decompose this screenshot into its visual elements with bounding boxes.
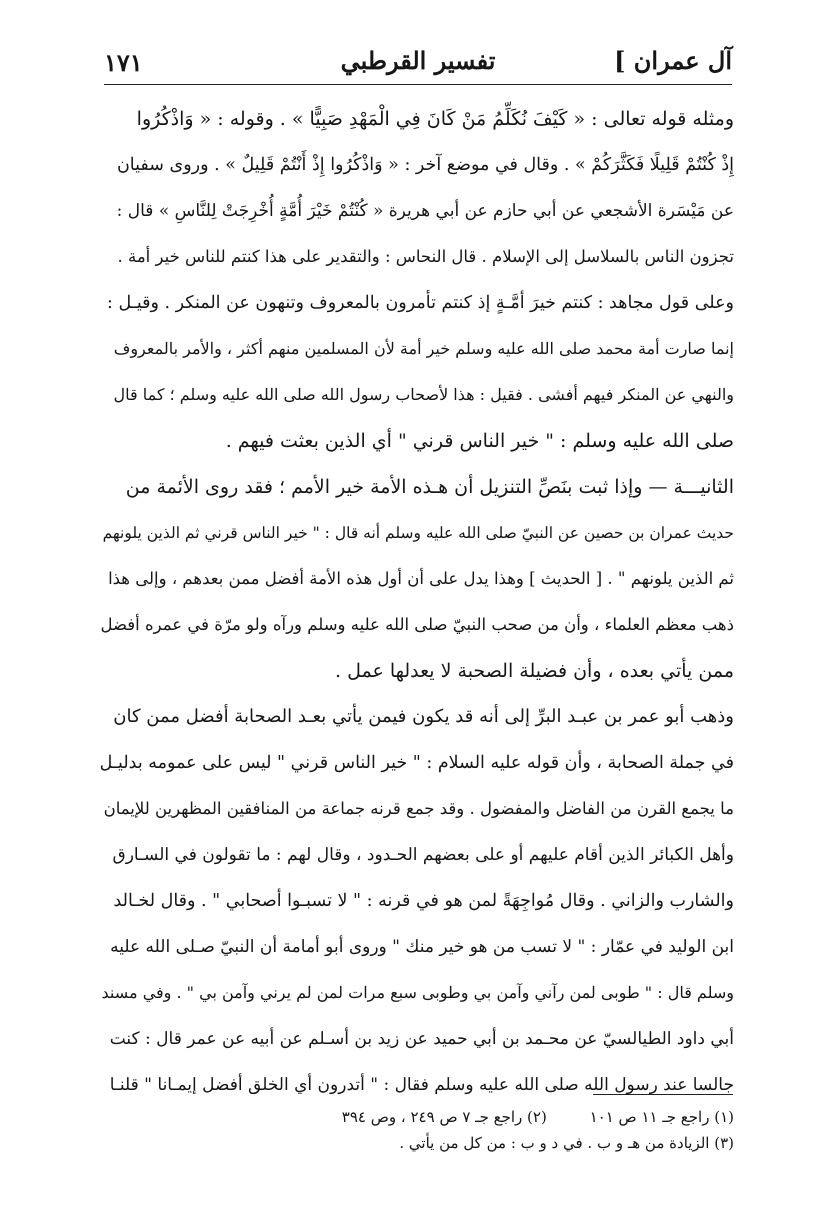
text-line: صلى الله عليه وسلم : " خير الناس قرني " أي الذين بعثت فيهم .: [225, 430, 734, 452]
text-line: في جملة الصحابة ، وأن قوله عليه السلام : " خير الناس قرني " ليس على عمومه بدليـل: [100, 753, 734, 773]
text-line: وسلم قال : " طوبى لمن رآني وآمن بي وطوبى سبع مرات لمن لم يرني وآمن بي " . وفي مسند: [101, 983, 734, 1002]
text-line: ثم الذين يلونهم " . [ الحديث ] وهذا يدل على أن أول هذه الأمة أفضل ممن بعدهم ، وإلى هذا: [108, 569, 734, 588]
text-line: أبي داود الطيالسيّ عن محـمد بن أبي حميد عن زيد بن أسـلم عن أبيه عن عمر قال : كنت: [109, 1029, 734, 1049]
text-line: تجزون الناس بالسلاسل إلى الإسلام . قال النحاس : والتقدير على هذا كنتم للناس خير أمة .: [117, 247, 734, 266]
text-line: وذهب أبو عمر بن عبـد البرِّ إلى أنه قد يكون فيمن يأتي بعـد الصحابة أفضل ممن كان: [113, 706, 734, 727]
text-line: حديث عمران بن حصين عن النبيّ صلى الله عليه وسلم أنه قال : " خير الناس قرني ثم الذين يلونهم: [102, 524, 734, 542]
footnote-rule: [593, 1094, 733, 1095]
text-line: عن مَيْسَرة الأشجعي عن أبي حازم عن أبي هريرة « كُنْتُمْ خَيْرَ أُمَّةٍ أُخْرِجَتْ لِلنَّاسِ » قال :: [116, 201, 734, 221]
text-line: إنما صارت أمة محمد صلى الله عليه وسلم خير أمة لأن المسلمين منهم أكثر ، والأمر بالمعروف: [113, 339, 734, 358]
page-number: ١٧١: [104, 48, 143, 77]
text-line: ذهب معظم العلماء ، وأن من صحب النبيّ صلى الله عليه وسلم ورآه ولو مرّة في عمره أفضل: [100, 615, 734, 634]
footnotes: [100, 1104, 734, 1156]
body-text: [100, 96, 734, 1108]
text-line: ومثله قوله تعالى : « كَيْفَ نُكَلِّمُ مَنْ كَانَ فِي الْمَهْدِ صَبِيًّا » . وقوله : « وَاذْكُرُوا: [136, 108, 734, 130]
text-line: والشارب والزاني . وقال مُواجِهَةً لمن هو في قرنه : " لا تسبـوا أصحابي " . وقال لخـالد: [113, 891, 734, 911]
header-rule: [104, 84, 732, 85]
text-line: وأهل الكبائر الذين أقام عليهم أو على بعضهم الحـدود ، وقال لهم : ما تقولون في السـارق: [112, 845, 734, 865]
text-line: إِذْ كُنْتُمْ قَلِيلًا فَكَثَّرَكُمْ » . وقال في موضع آخر : « وَاذْكُرُوا إِذْ أَنْتُمْ قَلِيلٌ » . وروى سفيان: [116, 155, 734, 175]
text-line: والنهي عن المنكر فيهم أفشى . فقيل : هذا لأصحاب رسول الله صلى الله عليه وسلم ؛ كما قال: [113, 385, 734, 404]
footnote-3: (٣) الزيادة من هـ و ب . في د و ب : من كل من يأتي .: [399, 1134, 734, 1152]
footnote-line: [100, 1130, 734, 1156]
book-title: تفسير القرطبي: [340, 46, 496, 75]
text-line: ابن الوليد في عمّار : " لا تسب من هو خير منك " وروى أبو أمامة أن النبيّ صـلى الله عليه: [110, 937, 734, 957]
footnote-1: (١) راجع جـ ١١ ص ١٠١: [589, 1108, 734, 1126]
page-header: [104, 42, 732, 86]
text-line: ممن يأتي بعده ، وأن فضيلة الصحبة لا يعدلها عمل .: [335, 660, 734, 682]
text-line: جالسا عند رسول الله صلى الله عليه وسلم فقال : " أتدرون أي الخلق أفضل إيمـانا " قلنـا: [109, 1075, 734, 1095]
text-line: ما يجمع القرن من الفاضل والمفضول . وقد جمع قرنه جماعة من المنافقين المظهرين للإيمان: [103, 799, 734, 818]
footnote-line: [100, 1104, 734, 1130]
text-line: وعلى قول مجاهد : كنتم خيرَ أمَّـةٍ إذ كنتم تأمرون بالمعروف وتنهون عن المنكر . وقيـل :: [107, 293, 734, 313]
text-line: الثانيـــة — وإذا ثبت بنَصِّ التنزيل أن هـذه الأمة خير الأمم ؛ فقد روى الأئمة من: [125, 476, 734, 498]
surah-title: آل عمران ]: [614, 46, 732, 75]
footnote-2: (٢) راجع جـ ٧ ص ٢٤٩ ، وص ٣٩٤: [341, 1108, 547, 1126]
